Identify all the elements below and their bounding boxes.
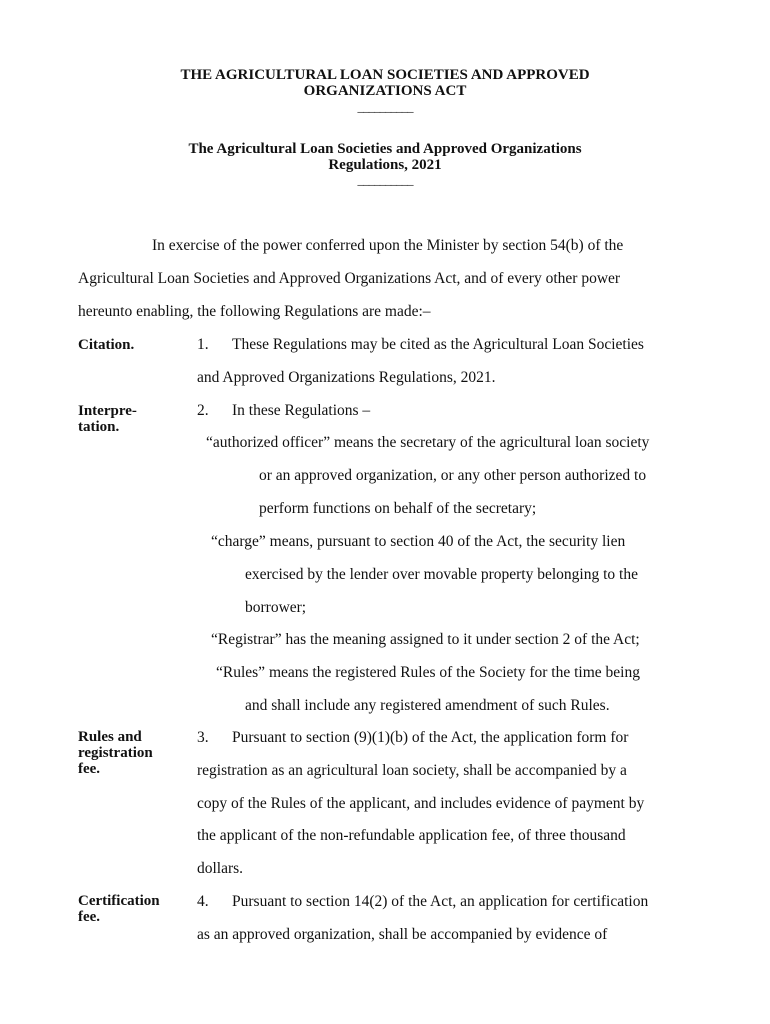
section-text-line: In these Regulations –: [232, 402, 371, 419]
section-text-line: Pursuant to section (9)(1)(b) of the Act, the application form for: [232, 729, 629, 746]
separator-rule: __________: [357, 99, 413, 114]
margin-note-line: tation.: [78, 419, 120, 435]
section-text-line: These Regulations may be cited as the Agricultural Loan Societies: [232, 336, 644, 353]
section-number: 1.: [197, 336, 209, 353]
preamble-line: Agricultural Loan Societies and Approved Organizations Act, and of every other power: [78, 270, 621, 287]
margin-note-line: fee.: [78, 909, 101, 925]
section-number: 2.: [197, 402, 209, 419]
act-title-line1: THE AGRICULTURAL LOAN SOCIETIES AND APPROVED: [180, 67, 590, 83]
margin-note-certification-fee: [78, 893, 188, 925]
margin-note-interpretation: [78, 403, 188, 435]
definition-line: exercised by the lender over movable property belonging to the: [245, 566, 638, 583]
margin-note-line: Rules and: [78, 729, 142, 745]
section-text-line: and Approved Organizations Regulations, 2021.: [197, 369, 496, 386]
preamble-line: hereunto enabling, the following Regulations are made:–: [78, 303, 431, 320]
act-title-line2: ORGANIZATIONS ACT: [303, 83, 467, 99]
section-number: 4.: [197, 893, 209, 910]
separator-rule: __________: [357, 172, 413, 187]
margin-note-citation: Citation.: [78, 337, 135, 353]
definition-line: “Rules” means the registered Rules of the Society for the time being: [216, 664, 640, 681]
margin-note-line: fee.: [78, 761, 101, 777]
section-text-line: Pursuant to section 14(2) of the Act, an application for certification: [232, 893, 649, 910]
section-text-line: copy of the Rules of the applicant, and includes evidence of payment by: [197, 795, 645, 812]
definition-line: “Registrar” has the meaning assigned to it under section 2 of the Act;: [211, 631, 640, 648]
definition-line: perform functions on behalf of the secretary;: [259, 500, 537, 517]
margin-note-line: Interpre-: [78, 403, 137, 419]
section-text-line: as an approved organization, shall be accompanied by evidence of: [197, 926, 608, 943]
definition-line: or an approved organization, or any other person authorized to: [259, 467, 647, 484]
preamble-line: In exercise of the power conferred upon the Minister by section 54(b) of the: [152, 237, 624, 254]
definition-line: and shall include any registered amendment of such Rules.: [245, 697, 610, 714]
margin-note-rules-fee: [78, 729, 188, 777]
regulations-title-line1: The Agricultural Loan Societies and Approved Organizations: [188, 141, 582, 157]
section-text-line: dollars.: [197, 860, 244, 877]
margin-note-line: Certification: [78, 893, 160, 909]
section-text-line: registration as an agricultural loan society, shall be accompanied by a: [197, 762, 627, 779]
definition-line: “charge” means, pursuant to section 40 of the Act, the security lien: [211, 533, 626, 550]
definition-line: borrower;: [245, 599, 307, 616]
regulations-title-line2: Regulations, 2021: [328, 157, 442, 173]
section-number: 3.: [197, 729, 209, 746]
definition-line: “authorized officer” means the secretary of the agricultural loan society: [206, 434, 650, 451]
section-text-line: the applicant of the non-refundable application fee, of three thousand: [197, 827, 626, 844]
margin-note-line: registration: [78, 745, 153, 761]
